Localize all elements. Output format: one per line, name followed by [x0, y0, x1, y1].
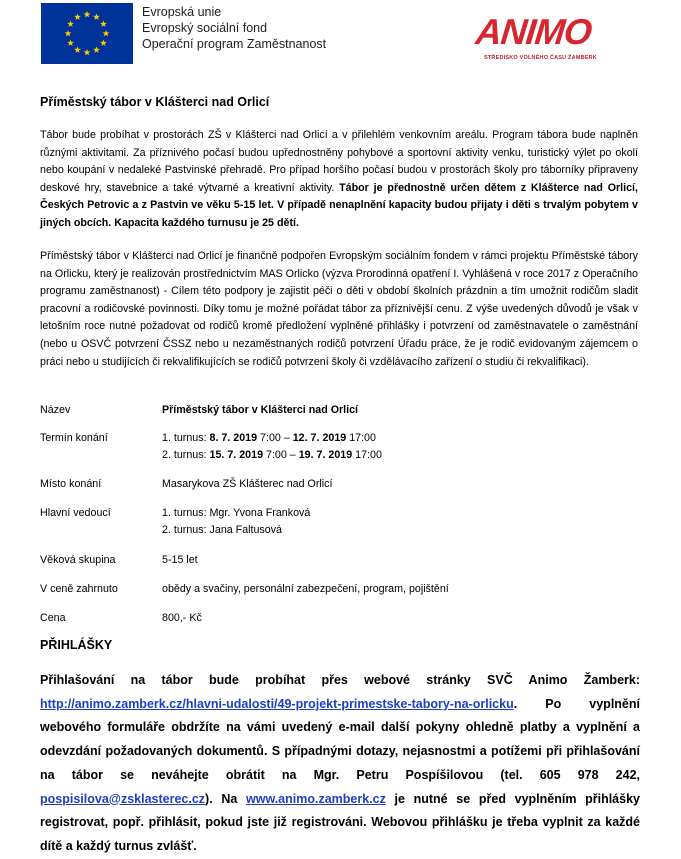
age-value: 5-15 let [162, 554, 198, 566]
term2-end-time: 17:00 [352, 449, 382, 461]
signup-text-3: ). Na [205, 791, 246, 806]
term2-end: 19. 7. 2019 [298, 449, 353, 461]
term-values [162, 430, 382, 464]
eu-caption [142, 4, 326, 52]
included-value: obědy a svačiny, personální zabezpečení, program, pojištění [162, 583, 449, 595]
header [0, 0, 681, 80]
term-label: Termín konání [40, 432, 108, 444]
funding-paragraph: Příměstský tábor v Klášterci nad Orlicí je finančně podpořen Evropským sociálním fondem v rámci projektu Příměstské tábory na Orlicku, který je realizován prostřednictvím MAS Orlicko (výzva Prorodinná opatření I. Vyhlášená v roce 2017 z Operačního programu zaměstnanost) - Cílem této podpory je zajistit péči o děti v období školních prázdnin a tím umožnit rodičům sladit pracovní a rodičovské povinnosti. Díky tomu je možné pořádat tábor za příznivější cenu. Z výše uvedených důvodů je však v letošním roce nutné požadovat od rodičů kromě předložení vyplněné přihlášky i potvrzení od zaměstnavatele o zaměstnání (nebo u OSVČ potvrzení ČSSZ nebo u nezaměstnaných rodičů potvrzení Úřadu práce, že je rodič evidovaným zájemcem o práci nebo u studijících či rekvalifikujících se rodičů potvrzení školy či vzdělávacího zařízení o studiu či rekvalifikaci). [40, 250, 638, 368]
page-title: Příměstský tábor v Klášterci nad Orlicí [40, 95, 270, 109]
intro-text: Tábor bude probíhat v prostorách ZŠ v Klášterci nad Orlicí a v přilehlém venkovním areálu. Program tábora bude naplněn různými aktivitami. Za příznivého počasí budou upřednostněny pohybové a sportovní aktivity venku, turistický výlet po okolí nebo koupání v nedaleké Pastvinské přehradě. Pro případ horšího počasí budou v prostorách školy pro táborníky připraveny deskové hry, stavebnice a také výtvarné a kreativní aktivity. [40, 129, 638, 194]
place-value: Masarykova ZŠ Klášterec nad Orlicí [162, 478, 333, 490]
age-label: Věková skupina [40, 554, 116, 566]
price-value: 800,- Kč [162, 612, 202, 624]
intro-paragraph [40, 127, 638, 233]
name-label: Název [40, 404, 71, 416]
term1-end-time: 17:00 [346, 432, 376, 444]
name-value: Příměstský tábor v Klášterci nad Orlicí [162, 404, 359, 416]
leader-values [162, 505, 310, 539]
term1-end: 12. 7. 2019 [292, 432, 347, 444]
signup-text-2: . Po vyplnění webového formuláře obdržíte na vámi uvedený e-mail další pokyny ohledně platby a vyplnění a odevzdání požadovaných dokumentů. S případnými dotazy, nejasnostmi a potížemi při přihlašování na tábor se neváhejte obrátit na Mgr. Petru Pospíšilovou (tel. 605 978 242, [40, 696, 640, 782]
signup-heading: PŘIHLÁŠKY [40, 638, 113, 652]
term2-start: 15. 7. 2019 [209, 449, 264, 461]
animo-website-link[interactable]: www.animo.zamberk.cz [246, 791, 386, 806]
eu-line-2: Evropský sociální fond [142, 21, 268, 35]
eu-flag-icon [41, 3, 133, 64]
leader-2: 2. turnus: Jana Faltusová [162, 524, 283, 536]
signup-paragraph [40, 669, 640, 859]
animo-logo-word: ANIMO [473, 11, 594, 52]
price-label: Cena [40, 612, 66, 624]
leader-1: 1. turnus: Mgr. Yvona Franková [162, 507, 311, 519]
eu-line-1: Evropská unie [142, 5, 222, 19]
leader-label: Hlavní vedoucí [40, 507, 111, 519]
signup-text-4: je nutné se před vyplněním přihlášky registrovat, popř. přihlásit, pokud jste již registrováni. Webovou přihlášku je třeba vyplnit za každé dítě a každý turnus zvlášť. [40, 791, 640, 853]
term2-start-time: 7:00 – [263, 449, 299, 461]
term1-start-time: 7:00 – [257, 432, 293, 444]
email-link[interactable]: pospisilova@zsklasterec.cz [40, 791, 206, 806]
place-label: Místo konání [40, 478, 102, 490]
term2-prefix: 2. turnus: [162, 449, 210, 461]
intro-bold-text: Tábor je přednostně určen dětem z Klášterce nad Orlicí, Českých Petrovic a z Pastvin ve věku 5-15 let. V případě nenaplnění kapacity budou přijaty i děti s trvalým pobytem v jiných obcích. Kapacita každého turnusu je 25 dětí. [40, 181, 638, 229]
term1-prefix: 1. turnus: [162, 432, 210, 444]
animo-logo [473, 10, 597, 70]
included-label: V ceně zahrnuto [40, 583, 118, 595]
animo-logo-subtitle: STŘEDISKO VOLNÉHO ČASU ŽAMBERK [484, 55, 597, 61]
registration-link[interactable]: http://animo.zamberk.cz/hlavni-udalosti/49-projekt-primestske-tabory-na-orlicku [40, 696, 514, 711]
signup-text-1: Přihlašování na tábor bude probíhat přes webové stránky SVČ Animo Žamberk: [40, 673, 640, 687]
term1-start: 8. 7. 2019 [209, 432, 258, 444]
eu-line-3: Operační program Zaměstnanost [142, 37, 327, 51]
